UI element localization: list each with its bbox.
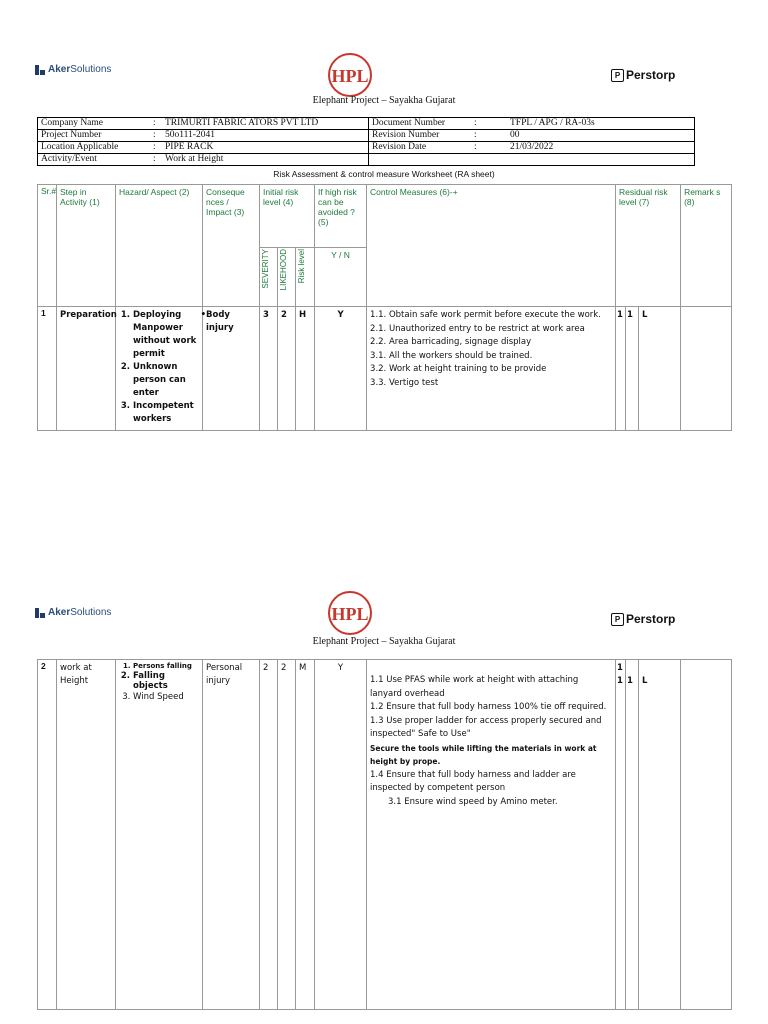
risk-assessment-table: [37, 184, 732, 431]
col-residual: Residual risk level (7): [616, 185, 681, 307]
aker-solutions-logo: AkerSolutions: [35, 64, 111, 75]
svg-text:HPL: HPL: [331, 66, 369, 86]
project-subtitle: Elephant Project – Sayakha Gujarat: [312, 636, 456, 647]
control-measures: 1.1. Obtain safe work permit before execute the work. 2.1. Unauthorized entry to be restrict at work area 2.2. Area barricading, signage display 3.1. All the workers should be trained. 3.2. Work at height training to be provide 3.3. Vertigo test: [367, 307, 616, 431]
col-step: Step in Activity (1): [57, 185, 116, 307]
aker-solutions-logo: AkerSolutions: [35, 607, 111, 618]
table-row: 2 work at Height 1. Persons falling 2. Falling objects 3. Wind Speed Personal injury 2 2 M Y 1.1 Use PFAS while work at height with attaching lanyard overhead 1.2 Ensure that full body harness 100% tie off required. 1.3 Use proper ladder for access properly secured and inspected" Safe to Use" Secure the tools while lifting the materials in work at height by prope. 1.4 Ensure that full body harness and ladder are inspected by competent person 3.1 Ensure wind speed by Amino meter. 1 1 1 L: [38, 660, 732, 1010]
col-initial-risk: Initial risk level (4): [260, 185, 315, 248]
ra-sheet-title: Risk Assessment & control measure Worksheet (RA sheet): [273, 169, 495, 179]
list-item: 2. Falling objects: [133, 671, 199, 691]
col-consequence: Conseque nces / Impact (3): [203, 185, 260, 307]
risk-assessment-table-continued: [37, 659, 732, 1010]
svg-text:HPL: HPL: [331, 604, 369, 624]
table-row: 1 Preparation 1. Deploying Manpower without work permit 2. Unknown person can enter 3. Incompetent workers • Body injury 3 2 H Y 1.1. Obtain safe work permit before execute the work. 2.1. Unauthorized entry to be restrict at work area 2.2. Area barricading, signage display 3.1. All the workers should be trained. 3.2. Work at height training to be provide 3.3. Vertigo test 1 1 L: [38, 307, 732, 431]
hpl-logo: [327, 590, 373, 641]
info-row: Location Applicable : PIPE RACK Revision Date : 21/03/2022: [38, 142, 695, 154]
col-avoidable: If high risk can be avoided ? (5): [315, 185, 367, 248]
perstorp-mark-icon: P: [611, 69, 624, 82]
document-info-table: [37, 117, 695, 166]
info-row: Company Name : TRIMURTI FABRIC ATORS PVT LTD Document Number : TFPL / APG / RA-03s: [38, 118, 695, 130]
control-measures: 1.1 Use PFAS while work at height with attaching lanyard overhead 1.2 Ensure that full body harness 100% tie off required. 1.3 Use proper ladder for access properly secured and inspected" Safe to Use" Secure the tools while lifting the materials in work at height by prope. 1.4 Ensure that full body harness and ladder are inspected by competent person 3.1 Ensure wind speed by Amino meter.: [367, 660, 616, 1010]
bullet-icon: •: [200, 310, 206, 320]
hazard-list: [119, 662, 199, 704]
likehood-header: LIKEHOOD: [279, 249, 288, 291]
hazard-list: [119, 309, 199, 426]
project-subtitle: Elephant Project – Sayakha Gujarat: [312, 95, 456, 106]
perstorp-logo: P Perstorp: [611, 612, 675, 626]
list-item: 3. Incompetent workers: [133, 400, 199, 426]
list-item: 3. Wind Speed: [133, 691, 199, 704]
list-item: 1. Persons falling: [133, 662, 199, 671]
col-sr: Sr.#: [38, 185, 57, 307]
perstorp-logo: P Perstorp: [611, 68, 675, 82]
info-row: Project Number : 50o111-2041 Revision Number : 00: [38, 130, 695, 142]
col-control: Control Measures (6)-+: [367, 185, 616, 307]
list-item: 1. Deploying Manpower without work permit: [133, 309, 199, 361]
list-item: 2. Unknown person can enter: [133, 361, 199, 400]
risk-level-header: Risk level: [297, 249, 306, 284]
perstorp-mark-icon: P: [611, 613, 624, 626]
yn-header: Y / N: [315, 248, 367, 307]
col-remarks: Remark s (8): [681, 185, 732, 307]
aker-mark-icon: [35, 65, 45, 75]
info-row: Activity/Event : Work at Height: [38, 154, 695, 166]
aker-mark-icon: [35, 608, 45, 618]
severity-header: SEVERITY: [261, 249, 270, 289]
col-hazard: Hazard/ Aspect (2): [116, 185, 203, 307]
header-row: [38, 185, 732, 248]
